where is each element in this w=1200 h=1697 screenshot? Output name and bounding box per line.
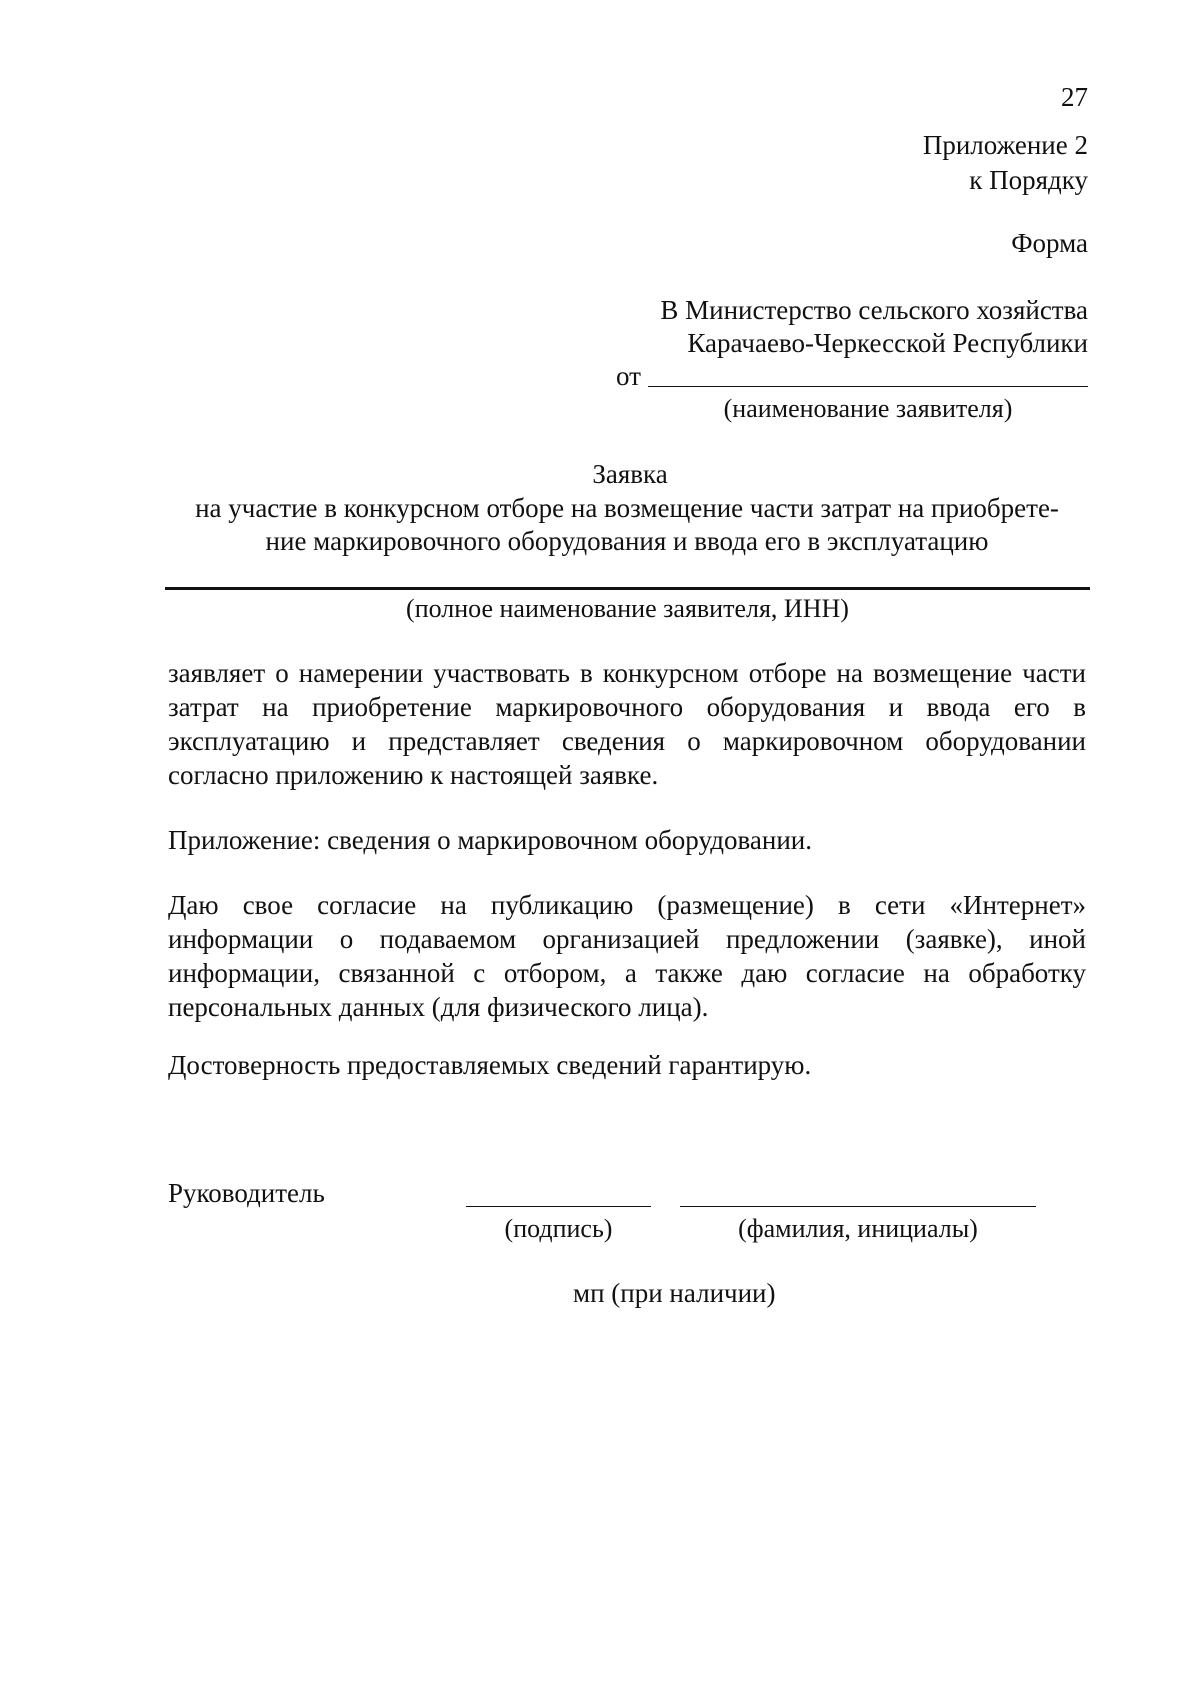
- signatory-role: Руководитель: [168, 1178, 325, 1208]
- full-name-line: [165, 587, 1090, 590]
- consent-paragraph: Даю свое согласие на публикацию (размещение) в сети «Интернет» информации о подаваемом организацией предложении (заявке), иной информации, связанной с отбором, а также даю согласие на обработку персональных данных (для физического лица).: [168, 890, 1086, 1022]
- from-label: от: [616, 361, 641, 391]
- request-heading: Заявка: [592, 459, 668, 489]
- signature-caption: (подпись): [504, 1214, 613, 1243]
- request-title-line-1: на участие в конкурсном отборе на возмещение части затрат на приобрете-: [195, 493, 1059, 523]
- name-initials-line: [680, 1206, 1036, 1207]
- full-name-caption: (полное наименование заявителя, ИНН): [406, 594, 849, 623]
- guarantee-line: Достоверность предоставляемых сведений гарантирую.: [168, 1050, 812, 1080]
- signature-line: [466, 1206, 651, 1207]
- name-initials-caption: (фамилия, инициалы): [738, 1214, 978, 1243]
- applicant-name-caption: (наименование заявителя): [723, 394, 1013, 423]
- appendix-label: Приложение 2: [922, 130, 1088, 160]
- attachment-line: Приложение: сведения о маркировочном оборудовании.: [168, 825, 812, 855]
- applicant-name-line: [648, 386, 1088, 387]
- form-label: Форма: [1011, 228, 1088, 258]
- addressee-line-2: Карачаево-Черкесской Республики: [687, 328, 1088, 358]
- seal-note: мп (при наличии): [573, 1278, 776, 1308]
- page-number: 27: [1061, 82, 1088, 112]
- order-reference: к Порядку: [969, 165, 1088, 195]
- addressee-line-1: В Министерство сельского хозяйства: [660, 295, 1088, 325]
- statement-paragraph: заявляет о намерении участвовать в конкурсном отборе на возмещение части затрат на приобретение маркировочного оборудования и ввода его в эксплуатацию и представляет сведения о маркировочном оборудовании согласно приложению к настоящей заявке.: [168, 658, 1086, 790]
- request-title-line-2: ние маркировочного оборудования и ввода его в эксплуатацию: [265, 526, 989, 556]
